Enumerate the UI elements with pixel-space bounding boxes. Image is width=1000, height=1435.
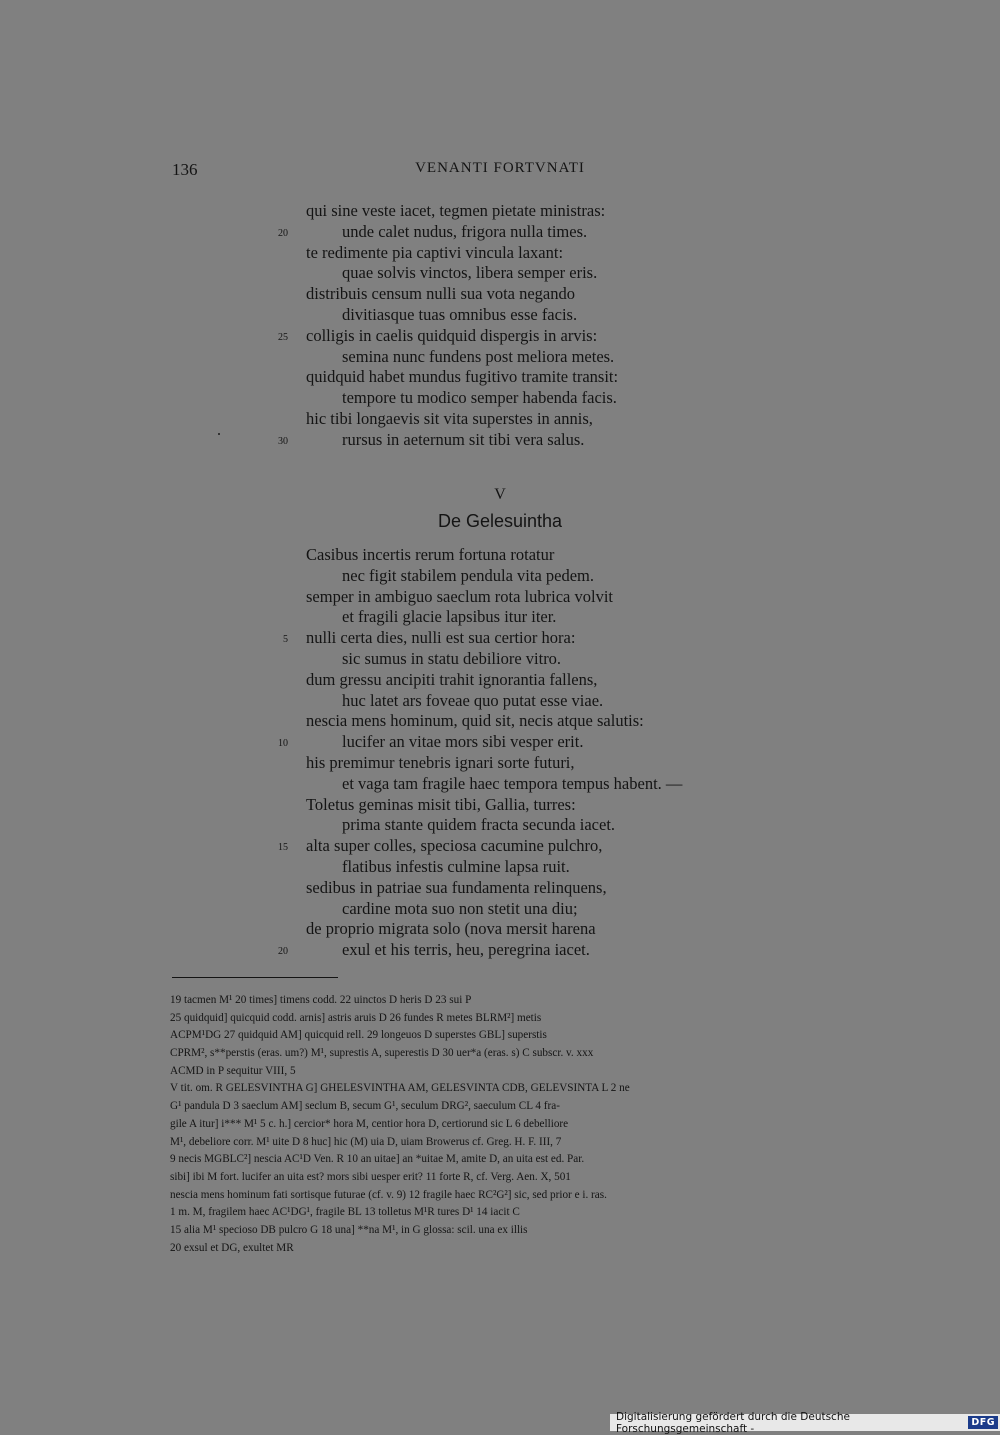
verse-text: sic sumus in statu debiliore vitro. <box>342 649 562 668</box>
verse-text: te redimente pia captivi vincula laxant: <box>306 242 564 262</box>
apparatus-line: sibi] ibi M fort. lucifer an uita est? mors sibi uesper erit? 11 forte R, cf. Verg. Aen. X, 501 <box>170 1170 571 1183</box>
verse-text: et vaga tam fragile haec tempora tempus habent. — <box>342 773 683 793</box>
line-number: 20 <box>278 227 288 239</box>
line-number: 5 <box>283 634 288 646</box>
verse-text: Toletus geminas misit tibi, Gallia, turres: <box>306 794 576 814</box>
apparatus-line: 25 quidquid] quicquid codd. arnis] astris aruis D 26 fundes R metes BLRM²] metis <box>170 1011 542 1024</box>
verse-text: colligis in caelis quidquid dispergis in arvis: <box>306 325 598 345</box>
verse-text: rursus in aeternum sit tibi vera salus. <box>342 429 585 449</box>
poem-numeral: V <box>494 486 506 503</box>
verse-text: nulli certa dies, nulli est sua certior hora: <box>306 628 576 648</box>
verse-text: alta super colles, speciosa cacumine pulchro, <box>306 836 603 856</box>
apparatus-line: 20 exsul et DG, exultet MR <box>170 1241 294 1254</box>
verse-text: de proprio migrata solo (nova mersit harena <box>306 919 596 939</box>
verse-text: dum gressu ancipiti trahit ignorantia fallens, <box>306 669 598 689</box>
critical-apparatus <box>170 992 830 1257</box>
verse-text: huc latet ars foveae quo putat esse viae. <box>342 690 604 710</box>
apparatus-line: 19 tacmen M¹ 20 times] timens codd. 22 uinctos D heris D 23 sui P <box>170 994 472 1006</box>
verse-text: tempore tu modico semper habenda facis. <box>342 388 617 408</box>
verse-text: hic tibi longaevis sit vita superstes in annis, <box>306 409 593 428</box>
line-number: 20 <box>278 946 288 958</box>
verse-text: semper in ambiguo saeclum rota lubrica volvit <box>306 586 613 606</box>
apparatus-line: M¹, debeliore corr. M¹ uite D 8 huc] hic (M) uia D, uiam Browerus cf. Greg. H. F. III, 7 <box>170 1135 562 1148</box>
page-number: 136 <box>172 160 198 179</box>
verse-text: sedibus in patriae sua fundamenta relinquens, <box>306 877 607 897</box>
verse-text: quidquid habet mundus fugitivo tramite transit: <box>306 367 619 387</box>
poem-title: De Gelesuintha <box>437 511 563 531</box>
apparatus-line: ACPM¹DG 27 quidquid AM] quicquid rell. 29 longeuos D superstes GBL] superstis <box>170 1029 547 1042</box>
line-number: 15 <box>278 842 288 854</box>
verse-text: nec figit stabilem pendula vita pedem. <box>342 565 595 585</box>
line-number: 30 <box>278 435 288 447</box>
footer-credit-bar[interactable] <box>610 1410 1000 1435</box>
verse-text: et fragili glacie lapsibus itur iter. <box>342 607 557 627</box>
apparatus-line: nescia mens hominum fati sortisque futurae (cf. v. 9) 12 fragile haec RC²G²] sic, sed prior e i. ras. <box>170 1188 607 1201</box>
verse-text: distribuis censum nulli sua vota negando <box>306 284 576 304</box>
verse-text: cardine mota suo non stetit una diu; <box>342 898 578 918</box>
apparatus-line: 9 necis MGBLC²] nescia AC¹D Ven. R 10 an uitae] an *uitae M, amite D, an uita est ed. Par. <box>170 1153 585 1166</box>
apparatus-line: CPRM², s**perstis (eras. um?) M¹, suprestis A, superestis D 30 uer*a (eras. s) C subscr. v. xxx <box>170 1047 594 1060</box>
verse-text: lucifer an vitae mors sibi vesper erit. <box>342 732 584 752</box>
verse-text: prima stante quidem fracta secunda iacet. <box>342 815 616 835</box>
verse-text: his premimur tenebris ignari sorte futuri, <box>306 753 575 772</box>
running-title: VENANTI FORTVNATI <box>415 160 585 176</box>
verse-text: exul et his terris, heu, peregrina iacet. <box>342 940 590 960</box>
verse-text: Casibus incertis rerum fortuna rotatur <box>306 545 555 564</box>
apparatus-line: 15 alia M¹ specioso DB pulcro G 18 una] **na M¹, in G glossa: scil. una ex illis <box>170 1223 528 1236</box>
verse-text: flatibus infestis culmine lapsa ruit. <box>342 857 570 876</box>
apparatus-line: V tit. om. R GELESVINTHA G] GHELESVINTHA AM, GELESVINTA CDB, GELEVSINTA L 2 ne <box>170 1082 630 1095</box>
apparatus-line: gile A itur] i*** M¹ 5 c. h.] cercior* hora M, centior hora D, certiorund sic L 6 debelliore <box>170 1117 569 1130</box>
verse-text: semina nunc fundens post meliora metes. <box>342 346 615 366</box>
verse-text: divitiasque tuas omnibus esse facis. <box>342 305 578 324</box>
apparatus-line: 1 m. M, fragilem haec AC¹DG¹, fragile BL 13 tolletus M¹R tures D¹ 14 iacit C <box>170 1206 520 1219</box>
line-number: 10 <box>278 738 288 750</box>
verse-text: quae solvis vinctos, libera semper eris. <box>342 263 598 283</box>
apparatus-line: G¹ pandula D 3 saeclum AM] seclum B, secum G¹, seculum DRG², saeculum CL 4 fra- <box>170 1100 560 1113</box>
verse-text: qui sine veste iacet, tegmen pietate ministras: <box>306 201 606 220</box>
apparatus-line: ACMD in P sequitur VIII, 5 <box>170 1064 296 1077</box>
line-number: 25 <box>278 331 288 343</box>
footnote-rule <box>172 977 338 978</box>
scan-speck <box>218 433 220 435</box>
dfg-logo-icon[interactable]: DFG <box>968 1416 998 1429</box>
verse-text: nescia mens hominum, quid sit, necis atque salutis: <box>306 711 644 731</box>
verse-text: unde calet nudus, frigora nulla times. <box>342 221 588 241</box>
footer-credit-text[interactable]: Digitalisierung gefördert durch die Deutsche Forschungsgemeinschaft - <box>616 1410 850 1435</box>
